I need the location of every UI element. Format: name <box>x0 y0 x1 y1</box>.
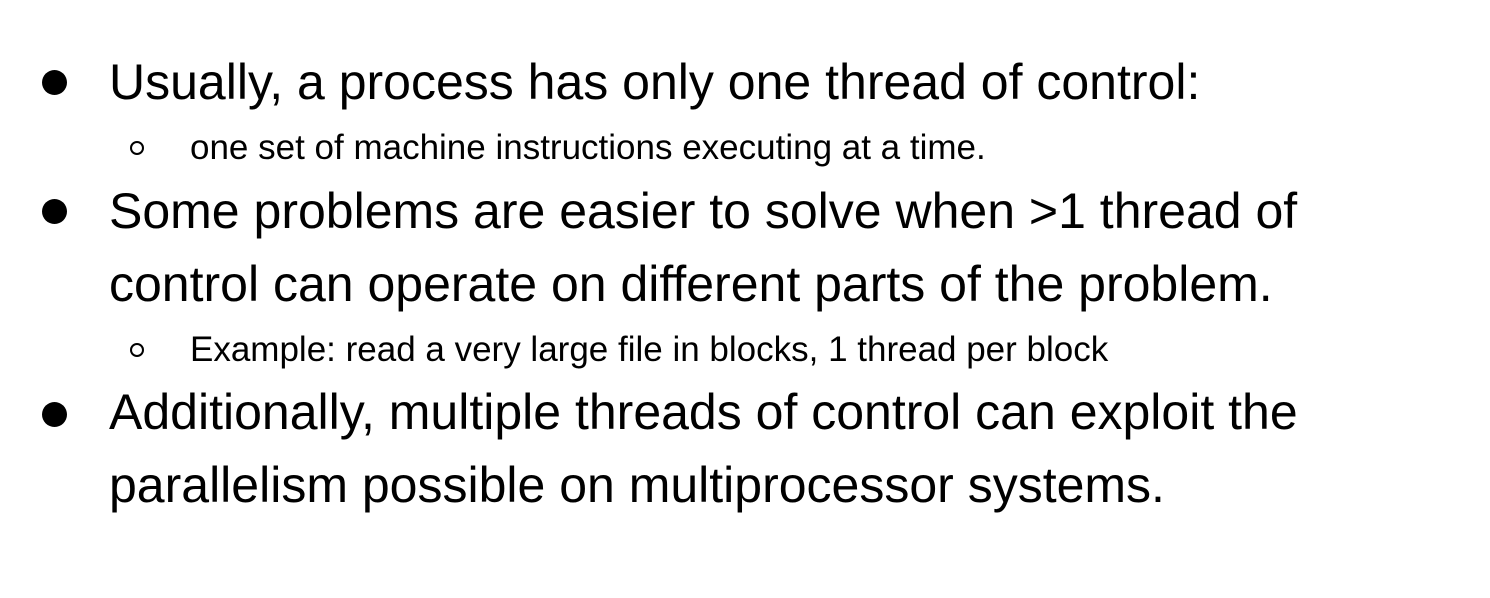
bullet-dot-icon <box>42 199 67 224</box>
sub-bullet-text-2: Example: read a very large file in blocks, 1 thread per block <box>190 330 1109 369</box>
bullet-dot-icon <box>42 402 67 427</box>
bullet-dot-icon <box>42 70 67 95</box>
bullet-2-line-1: Some problems are easier to solve when >1 thread of <box>109 183 1298 239</box>
bullet-text-2 <box>109 175 1449 321</box>
bullet-text-1 <box>109 46 1449 119</box>
sub-bullet-circle-icon <box>130 343 144 357</box>
bullet-3-line-1: Additionally, multiple threads of control can exploit the <box>109 384 1298 440</box>
bullet-3-line-2: parallelism possible on multiprocessor systems. <box>109 457 1165 513</box>
sub-bullet-text-1: one set of machine instructions executing at a time. <box>190 128 986 167</box>
bullet-1-line-1: Usually, a process has only one thread of control: <box>109 54 1201 110</box>
sub-bullet-circle-icon <box>130 141 144 155</box>
bullet-text-3 <box>109 376 1449 522</box>
bullet-2-line-2: control can operate on different parts of the problem. <box>109 256 1273 312</box>
